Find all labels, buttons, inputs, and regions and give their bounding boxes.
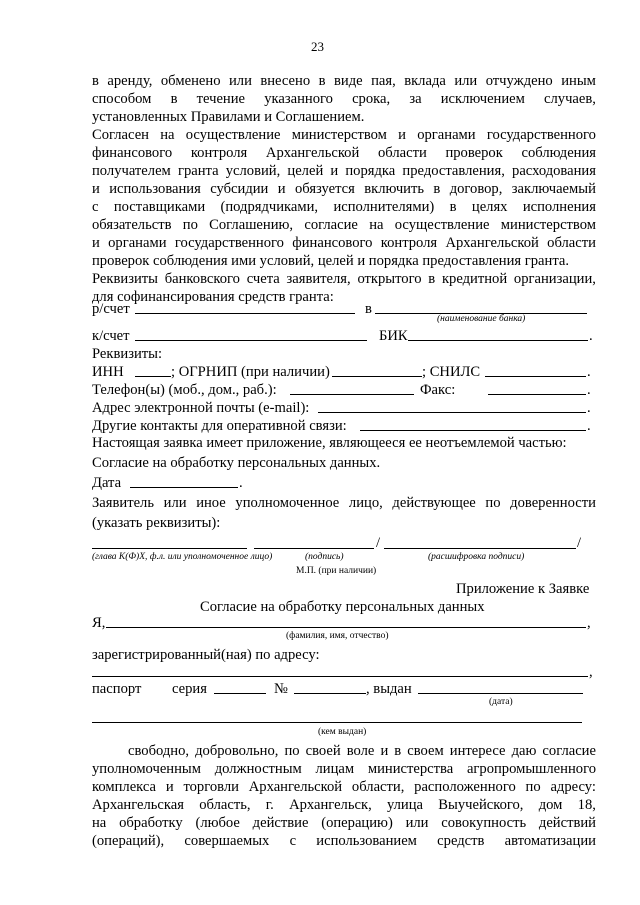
number-label: № xyxy=(274,681,288,697)
word: в xyxy=(449,199,457,215)
word: комплекса xyxy=(92,779,157,795)
consent-title: Согласие на обработку персональных данных xyxy=(200,599,485,615)
inn-field[interactable] xyxy=(135,376,171,377)
word: с xyxy=(92,199,99,215)
word: Архангельской xyxy=(265,145,360,161)
word: на xyxy=(92,815,107,831)
word: действий xyxy=(538,815,596,831)
fax-field[interactable] xyxy=(488,394,586,395)
word: и xyxy=(277,181,286,197)
text-line xyxy=(92,198,596,216)
text-line xyxy=(92,778,596,796)
word: область, xyxy=(199,797,251,813)
fio-field[interactable] xyxy=(106,627,586,628)
requisites-label: Реквизиты: xyxy=(92,346,163,362)
word: действующее xyxy=(392,495,476,511)
word: лицо, xyxy=(348,495,383,511)
word: добровольно, xyxy=(195,743,279,759)
word: использованием xyxy=(316,833,417,849)
word: гранта xyxy=(177,163,219,179)
word: в xyxy=(318,73,326,89)
word: или xyxy=(454,73,478,89)
word: или xyxy=(163,495,187,511)
phone-label: Телефон(ы) (моб., дом., раб.): xyxy=(92,382,277,398)
fax-label: Факс: xyxy=(420,382,456,398)
head-caption: (глава К(Ф)Х, ф.л. или уполномоченное лицо) xyxy=(92,552,273,562)
word: исключением xyxy=(440,91,525,107)
word: и xyxy=(92,181,100,197)
word: целях xyxy=(471,199,508,215)
word: и xyxy=(398,127,406,143)
series-field[interactable] xyxy=(214,693,266,694)
word: интересе xyxy=(449,743,506,759)
word: Архангельская xyxy=(92,797,184,813)
rs-field[interactable] xyxy=(135,313,355,314)
date-field[interactable] xyxy=(130,487,238,488)
text-line xyxy=(92,234,596,252)
word: области, xyxy=(351,779,405,795)
word: на xyxy=(369,217,384,233)
word: Архангельск, xyxy=(289,797,372,813)
word: внесено xyxy=(260,73,311,89)
word: согласие xyxy=(304,217,358,233)
word: своем xyxy=(407,743,444,759)
text-line xyxy=(128,742,596,760)
word: уполномоченным xyxy=(92,761,201,777)
word: Реквизиты xyxy=(92,271,158,287)
word: торговли xyxy=(183,779,239,795)
word: срока, xyxy=(352,91,391,107)
word: обязуется xyxy=(294,181,355,197)
word: за xyxy=(409,91,422,107)
word: и xyxy=(165,779,174,795)
word: адресу: xyxy=(550,779,596,795)
word: исполнителями) xyxy=(333,199,435,215)
word: заключаемый xyxy=(511,181,596,197)
word: включить xyxy=(364,181,425,197)
text-line: проверок соблюдения ими условий, целей и порядка предоставления гранта. xyxy=(92,253,570,269)
word: или xyxy=(228,73,252,89)
word: указанного xyxy=(264,91,333,107)
word: финансового xyxy=(92,145,173,161)
ya-label: Я, xyxy=(92,615,106,631)
word: Согласен xyxy=(92,127,149,143)
word: министерства xyxy=(367,761,454,777)
date-caption: (дата) xyxy=(489,697,513,707)
word: расположенного xyxy=(414,779,516,795)
word: получателем xyxy=(92,163,171,179)
word: использования xyxy=(109,181,201,197)
word: и xyxy=(92,235,100,251)
word: целей xyxy=(287,163,324,179)
word: открытого xyxy=(357,271,422,287)
inn-label: ИНН xyxy=(92,364,124,380)
text-line xyxy=(92,796,596,814)
word: условий, xyxy=(225,163,281,179)
signature-decode-field[interactable] xyxy=(384,548,576,549)
word: контроля xyxy=(190,145,248,161)
word: совершаемых xyxy=(184,833,270,849)
word: с xyxy=(289,833,297,849)
date-label: Дата xyxy=(92,475,122,491)
passport-label: паспорт xyxy=(92,681,142,697)
bik-field[interactable] xyxy=(408,340,588,341)
word: Выучейского, xyxy=(438,797,524,813)
other-contacts-label: Другие контакты для оперативной связи: xyxy=(92,418,347,434)
word: договор, xyxy=(449,181,503,197)
word: (любое xyxy=(195,815,240,831)
word: проверок xyxy=(445,145,503,161)
word: осуществление xyxy=(394,217,490,233)
word: на xyxy=(160,127,175,143)
ogrnip-field[interactable] xyxy=(332,376,422,377)
series-label: серия xyxy=(172,681,207,697)
issue-date-field[interactable] xyxy=(418,693,583,694)
issued-label: , выдан xyxy=(366,681,412,697)
word: своей xyxy=(305,743,341,759)
word: согласие xyxy=(542,743,596,759)
word: расходования xyxy=(512,163,596,179)
word: совокупность xyxy=(441,815,527,831)
word: в xyxy=(433,181,441,197)
word: предоставления, xyxy=(402,163,505,179)
text-line: установленных Правилами и Соглашением. xyxy=(92,109,365,125)
word: (подрядчиками, xyxy=(220,199,319,215)
word: по xyxy=(284,743,300,759)
text-line xyxy=(92,760,596,778)
word: министерством xyxy=(291,127,387,143)
email-field[interactable] xyxy=(318,412,586,413)
word: иным xyxy=(561,73,596,89)
word: области xyxy=(377,145,427,161)
snils-label: ; СНИЛС xyxy=(422,364,481,380)
word: и xyxy=(330,163,339,179)
bank-name-caption: (наименование банка) xyxy=(437,314,526,324)
text-line xyxy=(92,814,596,832)
text-line xyxy=(92,270,596,288)
issued-by-field[interactable] xyxy=(92,722,582,723)
word: субсидии xyxy=(210,181,269,197)
word: в xyxy=(92,73,99,89)
text-line: для софинансирования средств гранта: xyxy=(92,289,334,305)
word: 18, xyxy=(577,797,596,813)
word: государственного xyxy=(486,127,596,143)
signature-field[interactable] xyxy=(254,548,374,549)
text-line xyxy=(92,216,596,234)
word: счета xyxy=(246,271,280,287)
registered-label: зарегистрированный(ная) по адресу: xyxy=(92,647,320,663)
word: обязательств xyxy=(92,217,172,233)
word: по xyxy=(485,495,501,511)
address-field[interactable] xyxy=(92,676,588,677)
text-line xyxy=(92,126,596,144)
issued-by-caption: (кем выдан) xyxy=(318,727,367,737)
signature-decode-caption: (расшифровка подписи) xyxy=(428,552,525,562)
signature-caption: (подпись) xyxy=(305,552,344,562)
word: поставщиками xyxy=(113,199,206,215)
word: министерством xyxy=(500,217,596,233)
fio-caption: (фамилия, имя, отчество) xyxy=(286,631,389,641)
text-line xyxy=(92,832,596,850)
ks-label: к/счет xyxy=(92,328,130,344)
word: осуществление xyxy=(185,127,281,143)
word: контроля xyxy=(380,235,438,251)
document-page: 23 в аренду, обменено или внесено в виде пая, вклада или отчуждено иным способом в течение указанного срока, за исключением случаев, установленных Правилами и Соглашением. Согласен на осуществление министерством и органами государственного финансового контроля Архангельской области проверок соблюдения получателем гранта условий, целей и порядка предоставления, расходования и использования субсидии и обязуется включить в договор, заключаемый с поставщиками (подрядчиками, исполнителями) в целях исполнения обязательств по Соглашению, согласие на осуществление министерством и органами государственного финансового контроля Архангельской области проверок соблюдения ими условий, целей и порядка предоставления гранта. Реквизиты банковского счета заявителя, открытого в кредитной организации, для софинансирования средств гранта: р/счет в (наименование банка) к/счет БИК . Реквизиты: ИНН ; ОГРНИП (при наличии) ; СНИЛС . Телефон(ы) (моб., дом., раб.): Факс: . Адрес электронной почты (e-mail): . Другие контакты для оперативной связи: . Настоящая заявка имеет приложение, являющееся ее неотъемлемой частью: Согласие на обработку персональных данных. Дата . Заявитель или иное уполномоченное лицо, действующее по доверенности (указать реквизиты): / / (глава К(Ф)Х, ф.л. или уполномоченное лицо) (подпись) (расшифровка подписи) М.П. (при наличии) Приложение к Заявке Согласие на обработку персональных данных Я, , (фамилия, имя, отчество) зарегистрированный(ная) по адресу: , паспорт серия № , выдан (дата) (кем выдан) свободно, добровольно, по своей воле и в своем интересе даю согласие уполномоченным должностным лицам министерства агропромышленного комплекса и торговли Архангельской области, расположенного по адресу: Архангельская область, г. Архангельск, улица Выучейского, дом 18, на обработку (любое действие (операцию) или совокупность действий (операций), совершаемых с использованием средств автоматизации xyxy=(92,39,596,849)
word: в xyxy=(170,91,178,107)
text-line xyxy=(92,494,596,512)
in-label: в xyxy=(365,301,372,317)
word: уполномоченное xyxy=(235,495,340,511)
number-field[interactable] xyxy=(294,693,366,694)
appendix-title: Приложение к Заявке xyxy=(456,581,590,597)
word: в xyxy=(394,743,402,759)
word: обработку xyxy=(119,815,183,831)
page-number: 23 xyxy=(311,39,324,54)
email-label: Адрес электронной почты (e-mail): xyxy=(92,400,310,416)
other-contacts-field[interactable] xyxy=(360,430,586,431)
word: агропромышленного xyxy=(466,761,596,777)
text-line xyxy=(92,90,596,108)
word: исполнения xyxy=(522,199,596,215)
ks-field[interactable] xyxy=(135,340,367,341)
word: даю xyxy=(511,743,537,759)
rs-label: р/счет xyxy=(92,301,130,317)
word: обменено xyxy=(160,73,221,89)
snils-field[interactable] xyxy=(485,376,586,377)
word: органами xyxy=(417,127,476,143)
word: области xyxy=(547,235,596,251)
attachment-item: Согласие на обработку персональных данных. xyxy=(92,455,381,471)
word: доверенности xyxy=(510,495,596,511)
word: отчуждено xyxy=(485,73,553,89)
word: действие xyxy=(252,815,309,831)
word: или xyxy=(405,815,429,831)
word: автоматизации xyxy=(504,833,596,849)
bik-label: БИК xyxy=(379,328,408,344)
head-name-field[interactable] xyxy=(92,548,247,549)
word: способом xyxy=(92,91,152,107)
word: органами xyxy=(108,235,167,251)
text-line xyxy=(92,162,596,180)
word: в xyxy=(428,271,436,287)
word: Архангельской xyxy=(445,235,539,251)
word: по xyxy=(182,217,198,233)
word: финансового xyxy=(292,235,373,251)
word: Соглашению, xyxy=(209,217,294,233)
ogrnip-label: ; ОГРНИП (при наличии) xyxy=(171,364,330,380)
word: (операций), xyxy=(92,833,165,849)
text-line xyxy=(92,144,596,162)
word: вклада xyxy=(404,73,446,89)
attachment-line: Настоящая заявка имеет приложение, являющееся ее неотъемлемой частью: xyxy=(92,435,567,451)
word: Заявитель xyxy=(92,495,154,511)
word: Архангельской xyxy=(248,779,343,795)
word: свободно, xyxy=(128,743,190,759)
word: заявителя, xyxy=(286,271,351,287)
word: организации, xyxy=(513,271,596,287)
word: аренду, xyxy=(107,73,153,89)
word: иное xyxy=(196,495,226,511)
stamp-note: М.П. (при наличии) xyxy=(296,566,377,576)
word: пая, xyxy=(371,73,396,89)
word: виде xyxy=(334,73,363,89)
word: кредитной xyxy=(441,271,508,287)
word: по xyxy=(525,779,541,795)
applicant-line2: (указать реквизиты): xyxy=(92,515,221,531)
word: воле xyxy=(346,743,375,759)
text-line xyxy=(92,72,596,90)
word: банковского xyxy=(164,271,240,287)
phone-field[interactable] xyxy=(290,394,414,395)
word: (операцию) xyxy=(321,815,393,831)
word: соблюдения xyxy=(521,145,596,161)
word: улица xyxy=(386,797,424,813)
word: порядка xyxy=(345,163,396,179)
word: дом xyxy=(538,797,563,813)
text-line xyxy=(92,180,596,198)
word: лицам xyxy=(315,761,355,777)
word: государственного xyxy=(174,235,284,251)
word: случаев, xyxy=(544,91,596,107)
word: средств xyxy=(437,833,485,849)
word: должностным xyxy=(214,761,302,777)
word: и xyxy=(380,743,389,759)
word: г. xyxy=(265,797,274,813)
word: течение xyxy=(196,91,246,107)
